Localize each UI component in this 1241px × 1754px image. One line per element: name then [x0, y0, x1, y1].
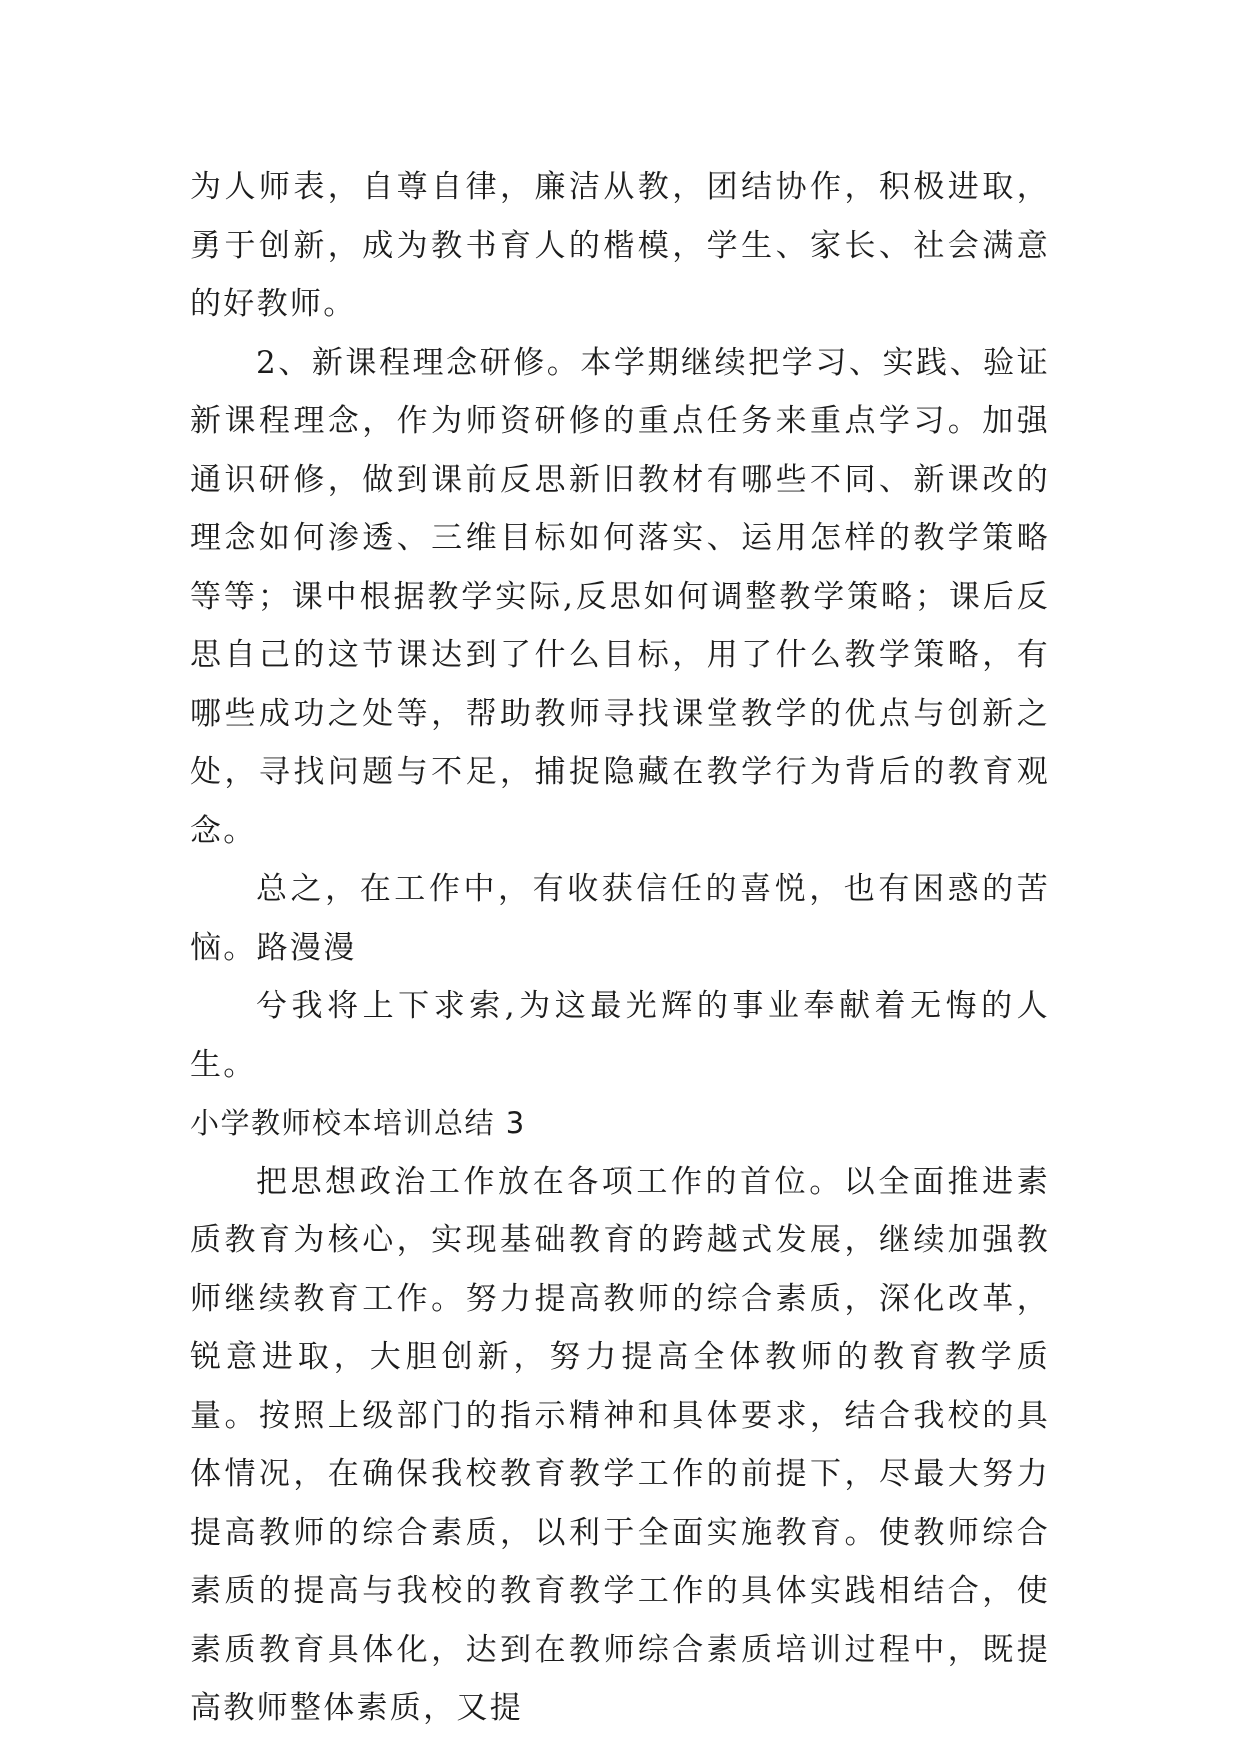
document-body	[190, 158, 1050, 1738]
paragraph-political-work: 把思想政治工作放在各项工作的首位。以全面推进素质教育为核心，实现基础教育的跨越式发展，继续加强教师继续教育工作。努力提高教师的综合素质，深化改革，锐意进取，大胆创新，努力提高全体教师的教育教学质量。按照上级部门的指示精神和具体要求，结合我校的具体情况，在确保我校教育教学工作的前提下，尽最大努力提高教师的综合素质，以利于全面实施教育。使教师综合素质的提高与我校的教育教学工作的具体实践相结合，使素质教育具体化，达到在教师综合素质培训过程中，既提高教师整体素质，又提	[190, 1163, 1050, 1726]
paragraph-teacher-ethics: 为人师表，自尊自律，廉洁从教，团结协作，积极进取，勇于创新，成为教书育人的楷模，学生、家长、社会满意的好教师。	[190, 169, 1050, 322]
section-heading: 小学教师校本培训总结 3	[190, 1106, 526, 1140]
paragraph-closing: 兮我将上下求索,为这最光辉的事业奉献着无悔的人生。	[190, 988, 1050, 1083]
paragraph-summary: 总之，在工作中，有收获信任的喜悦，也有困惑的苦恼。路漫漫	[190, 871, 1050, 966]
paragraph-new-curriculum: 2、新课程理念研修。本学期继续把学习、实践、验证新课程理念，作为师资研修的重点任务来重点学习。加强通识研修，做到课前反思新旧教材有哪些不同、新课改的理念如何渗透、三维目标如何落实、运用怎样的教学策略等等；课中根据教学实际,反思如何调整教学策略；课后反思自己的这节课达到了什么目标，用了什么教学策略，有哪些成功之处等，帮助教师寻找课堂教学的优点与创新之处，寻找问题与不足，捕捉隐藏在教学行为背后的教育观念。	[190, 344, 1050, 849]
